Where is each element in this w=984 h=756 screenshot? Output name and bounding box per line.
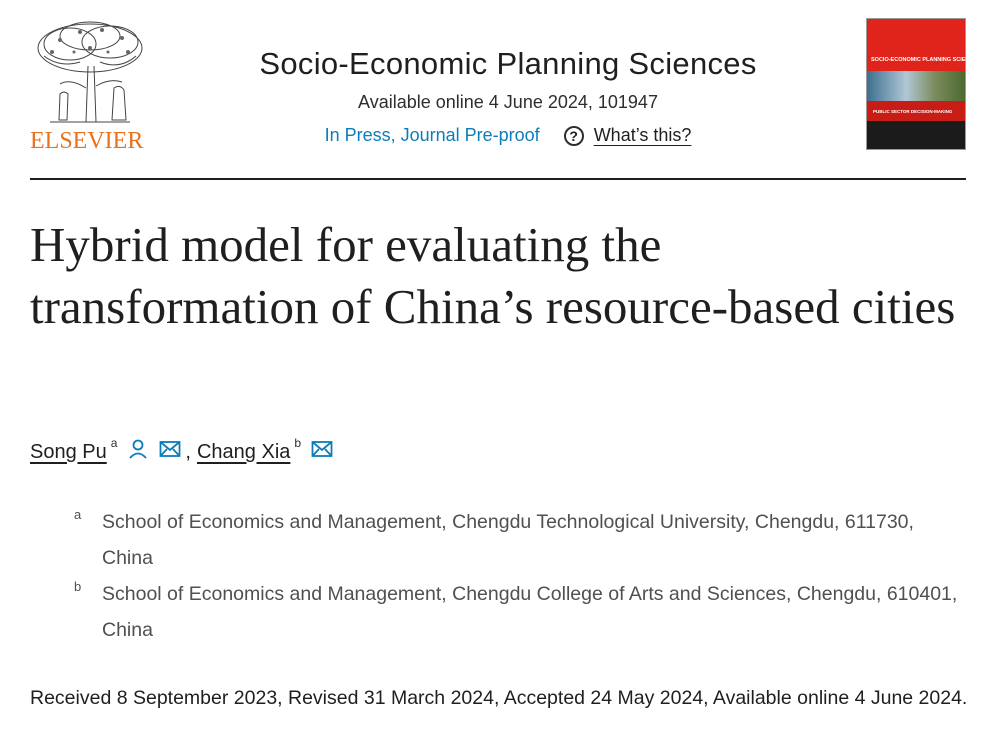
article-title: Hybrid model for evaluating the transformation of China’s resource-based cities — [30, 217, 956, 334]
journal-title[interactable]: Socio-Economic Planning Sciences — [259, 46, 757, 81]
cover-subtitle: PUBLIC SECTOR DECISION-MAKING — [873, 109, 953, 114]
journal-info — [230, 46, 786, 146]
cover-photo — [867, 71, 965, 101]
affiliation-text: School of Economics and Management, Chengdu Technological University, Chengdu, 611730, China — [102, 511, 914, 569]
affiliation-label: a — [74, 507, 82, 522]
person-icon[interactable] — [127, 438, 149, 466]
publisher-name: ELSEVIER — [30, 128, 144, 154]
question-icon: ? — [564, 126, 584, 146]
author-affil-1: a — [110, 436, 118, 450]
author-name-1[interactable]: Song Pu — [30, 440, 107, 463]
mail-icon[interactable] — [311, 440, 333, 464]
author-name-2[interactable]: Chang Xia — [196, 440, 291, 463]
affiliation-list — [74, 504, 964, 648]
header-divider — [30, 178, 966, 180]
whats-this-button[interactable] — [564, 125, 692, 146]
affiliation-item — [74, 576, 964, 648]
whats-this-label: What’s this? — [593, 125, 692, 145]
mail-icon[interactable] — [159, 440, 181, 464]
availability-text: Available online 4 June 2024, 101947 — [358, 92, 658, 112]
cover-top — [867, 19, 981, 71]
affiliation-text: School of Economics and Management, Chengdu College of Arts and Sciences, Chengdu, 610401, China — [102, 583, 958, 641]
elsevier-tree-icon — [30, 18, 148, 126]
article-dates: Received 8 September 2023, Revised 31 March 2024, Accepted 24 May 2024, Available online 4 June 2024. — [30, 687, 968, 709]
publisher-logo[interactable] — [30, 18, 150, 154]
author-separator: , — [185, 440, 191, 463]
journal-cover[interactable] — [866, 18, 981, 150]
affiliation-label: b — [74, 579, 82, 594]
author-affil-2: b — [294, 436, 302, 450]
author-list — [30, 438, 333, 466]
affiliation-item — [74, 504, 964, 576]
journal-links — [230, 125, 786, 146]
cover-band — [867, 101, 965, 121]
cover-title: SOCIO-ECONOMIC PLANNING SCIENCES — [871, 57, 981, 63]
article-header — [30, 18, 981, 178]
in-press-link[interactable]: In Press, Journal Pre-proof — [324, 125, 540, 145]
